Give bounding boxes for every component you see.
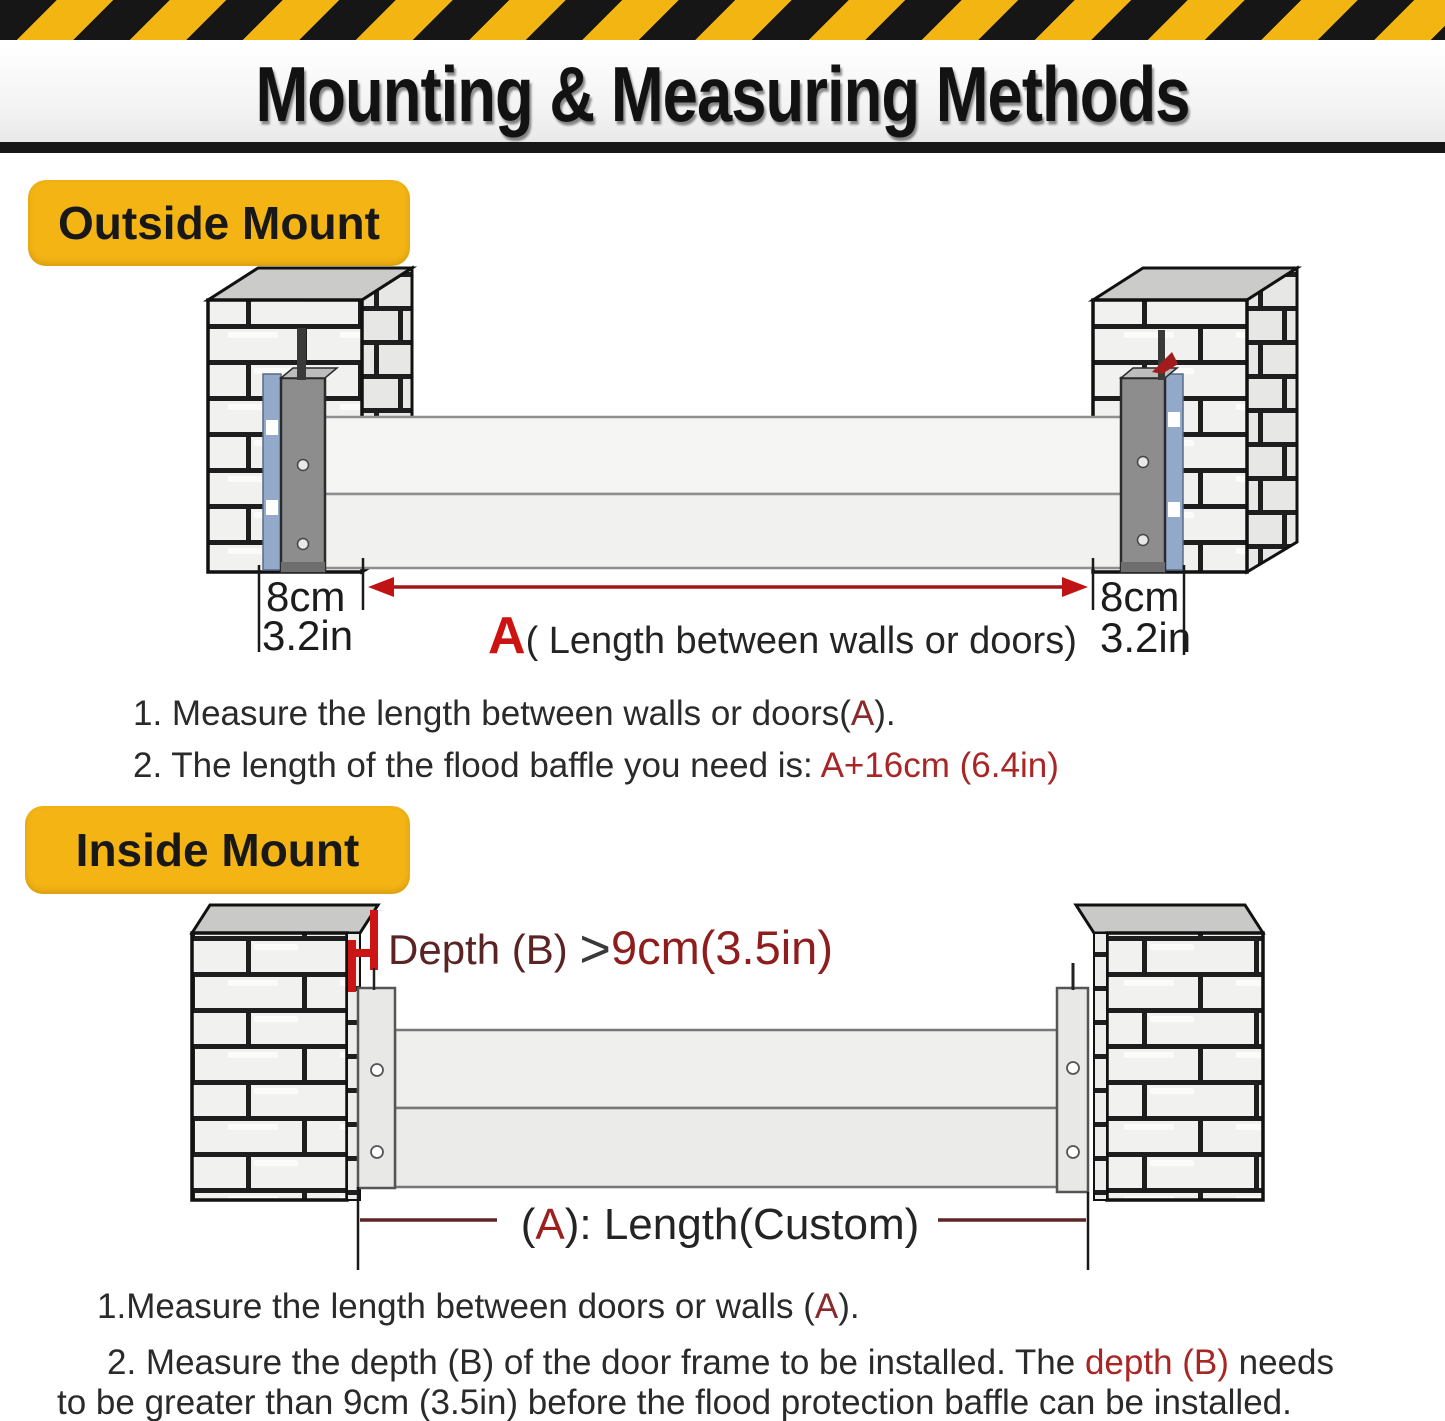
- anchor-arrow-icon: [1152, 352, 1178, 374]
- inside-barrier-panel: [395, 1030, 1058, 1187]
- depth-indicator-icon: [348, 910, 378, 992]
- outside-step-2: 2. The length of the flood baffle you need is: A+16cm (6.4in): [133, 746, 1059, 785]
- outside-right-pillar: [1093, 268, 1297, 572]
- left-offset-inch: 3.2in: [262, 612, 354, 659]
- span-dimension-label: A( Length between walls or doors): [488, 607, 1077, 665]
- greater-than-icon: >: [579, 919, 611, 979]
- length-custom-label: (A): Length(Custom): [520, 1200, 920, 1249]
- page-title: Mounting & Measuring Methods: [255, 50, 1190, 138]
- left-gasket: [263, 374, 281, 570]
- outside-barrier-panel: [318, 417, 1140, 568]
- inside-left-bracket: [358, 988, 395, 1188]
- right-offset-inch: 3.2in: [1100, 614, 1192, 661]
- banner-divider: [0, 142, 1445, 153]
- inside-right-bracket: [1057, 963, 1088, 1192]
- depth-requirement-label: Depth (B) >9cm(3.5in): [388, 919, 833, 979]
- inside-right-pillar: [1076, 905, 1263, 1200]
- title-banner: [0, 46, 1445, 142]
- inside-mount-badge-label: Inside Mount: [75, 824, 360, 876]
- dimension-letter-a: A: [488, 607, 526, 665]
- left-offset-cm: 8cm: [266, 573, 346, 620]
- inside-left-pillar: [192, 905, 378, 1200]
- outside-step-1: 1. Measure the length between walls or doors(A).: [133, 694, 896, 733]
- hazard-stripe-band: [0, 0, 1445, 40]
- right-gasket: [1165, 374, 1183, 570]
- inside-step-2-line-2: to be greater than 9cm (3.5in) before the flood protection baffle can be installed.: [57, 1383, 1292, 1421]
- span-arrow: [368, 577, 1088, 597]
- right-offset-cm: 8cm: [1100, 573, 1180, 620]
- outside-left-pillar: [208, 268, 412, 572]
- right-bracket: [1121, 330, 1178, 572]
- inside-step-1: 1.Measure the length between doors or walls (A).: [97, 1287, 860, 1326]
- left-bracket: [281, 328, 337, 572]
- outside-mount-badge-label: Outside Mount: [58, 197, 380, 249]
- inside-mount-badge: [25, 806, 410, 894]
- outside-mount-badge: [28, 180, 410, 266]
- inside-step-2-line-1: 2. Measure the depth (B) of the door frame to be installed. The depth (B) needs: [107, 1343, 1335, 1382]
